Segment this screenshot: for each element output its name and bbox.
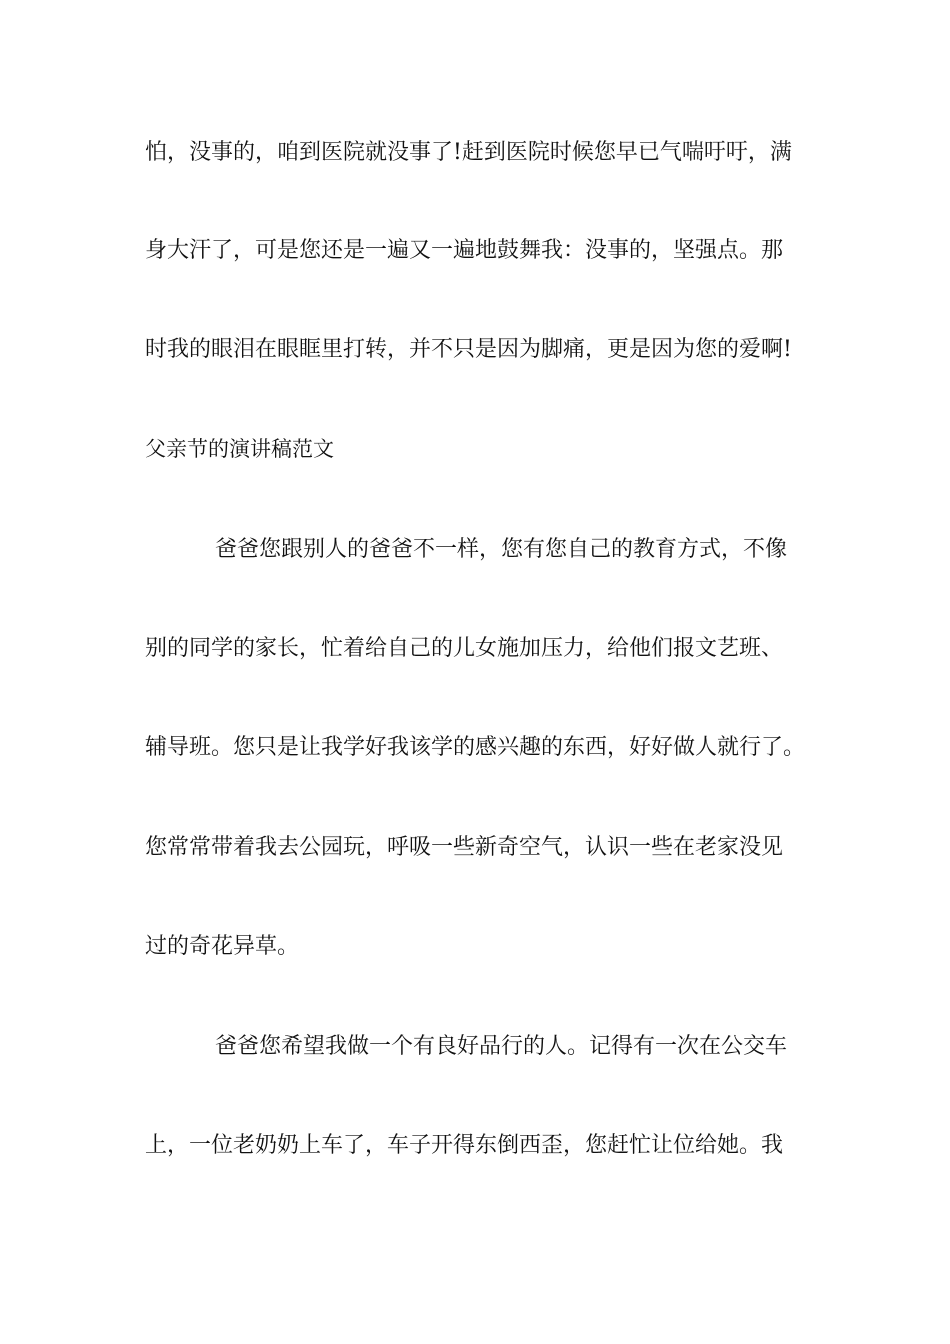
paragraph-line: 辅导班。您只是让我学好我该学的感兴趣的东西，好好做人就行了。 bbox=[145, 735, 806, 760]
paragraph-line: 过的奇花异草。 bbox=[145, 934, 300, 959]
paragraph-line: 爸爸您希望我做一个有良好品行的人。记得有一次在公交车 bbox=[215, 1034, 788, 1059]
paragraph-line: 时我的眼泪在眼眶里打转，并不只是因为脚痛，更是因为您的爱啊! bbox=[145, 337, 792, 362]
paragraph-line: 您常常带着我去公园玩，呼吸一些新奇空气，认识一些在老家没见 bbox=[145, 835, 784, 860]
paragraph-line: 别的同学的家长，忙着给自己的儿女施加压力，给他们报文艺班、 bbox=[145, 636, 784, 661]
paragraph-line: 身大汗了，可是您还是一遍又一遍地鼓舞我：没事的，坚强点。那 bbox=[145, 238, 784, 263]
section-heading: 父亲节的演讲稿范文 bbox=[145, 437, 334, 461]
paragraph-line: 爸爸您跟别人的爸爸不一样，您有您自己的教育方式，不像 bbox=[215, 537, 788, 562]
paragraph-line: 上，一位老奶奶上车了，车子开得东倒西歪，您赶忙让位给她。我 bbox=[145, 1133, 784, 1158]
paragraph-line: 怕，没事的，咱到医院就没事了!赶到医院时候您早已气喘吁吁，满 bbox=[145, 140, 792, 165]
